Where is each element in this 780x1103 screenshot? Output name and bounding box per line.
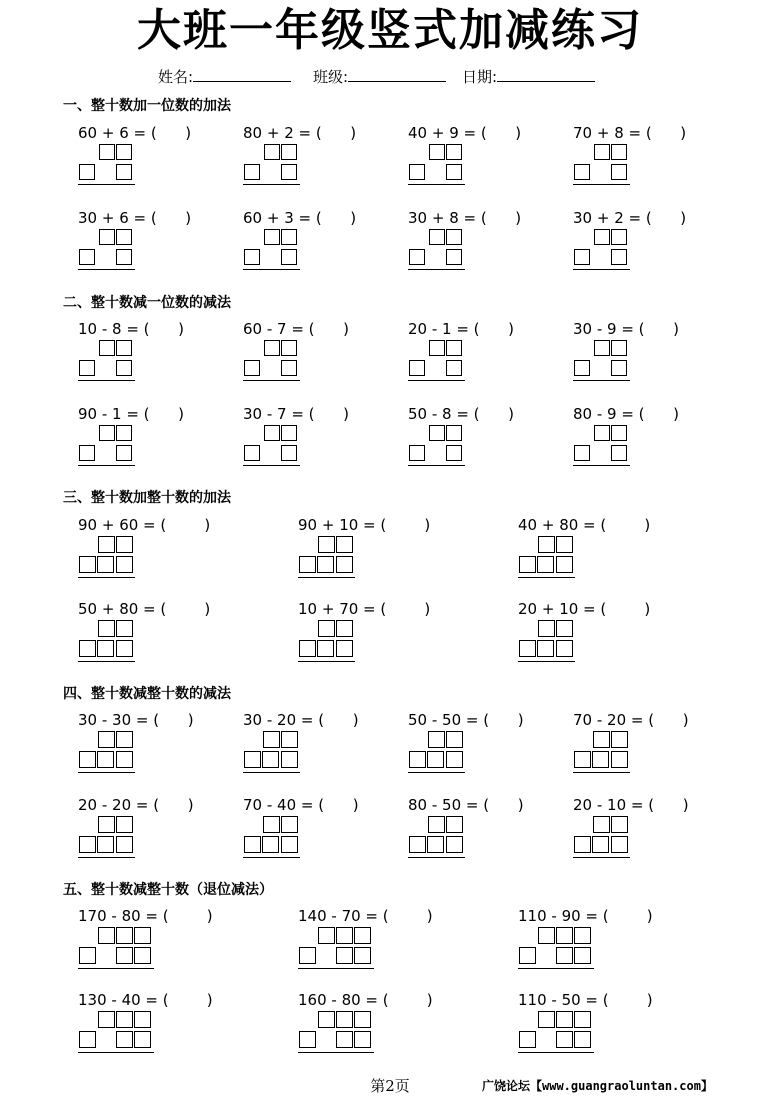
section-title: 三、整十数加整十数的加法 [63,490,231,506]
answer-box[interactable] [538,1011,555,1028]
answer-box[interactable] [574,360,590,376]
answer-box[interactable] [611,360,627,376]
answer-box[interactable] [611,836,628,853]
answer-box[interactable] [244,164,260,180]
answer-box[interactable] [116,144,132,160]
answer-box[interactable] [281,445,297,461]
problem-equation: 170 - 80 = ( ) [78,907,213,925]
answer-box[interactable] [263,816,280,833]
vertical-calc-line [243,465,300,466]
answer-box[interactable] [244,445,260,461]
vertical-calc-line [78,577,135,578]
answer-box[interactable] [574,836,591,853]
problem-equation: 90 - 1 = ( ) [78,405,184,423]
answer-box[interactable] [116,340,132,356]
name-field-label: 姓名: [158,68,194,86]
answer-box[interactable] [79,640,96,657]
vertical-calc-line [573,465,630,466]
answer-box[interactable] [611,751,628,768]
vertical-calc-line [243,184,300,185]
answer-box[interactable] [262,836,279,853]
answer-box[interactable] [116,927,133,944]
answer-box[interactable] [299,947,316,964]
vertical-calc-line [298,661,355,662]
answer-box[interactable] [318,536,335,553]
answer-box[interactable] [538,927,555,944]
vertical-calc-line [298,577,355,578]
answer-box[interactable] [611,164,627,180]
problem-equation: 30 + 8 = ( ) [408,209,522,227]
answer-box[interactable] [592,836,609,853]
problem-equation: 40 + 9 = ( ) [408,124,522,142]
problem-equation: 20 - 10 = ( ) [573,796,689,814]
section-title: 五、整十数减整十数（退位减法） [63,882,273,898]
answer-box[interactable] [98,927,115,944]
section-title: 一、整十数加一位数的加法 [63,98,231,114]
answer-box[interactable] [556,1011,573,1028]
answer-box[interactable] [594,229,610,245]
vertical-calc-line [408,380,465,381]
answer-box[interactable] [281,731,298,748]
section-title: 二、整十数减一位数的减法 [63,295,231,311]
answer-box[interactable] [409,360,425,376]
answer-box[interactable] [574,1011,591,1028]
problem-equation: 30 - 9 = ( ) [573,320,679,338]
vertical-calc-line [78,857,135,858]
answer-box[interactable] [429,144,445,160]
answer-box[interactable] [263,731,280,748]
vertical-calc-line [78,380,135,381]
answer-box[interactable] [409,249,425,265]
problem-equation: 160 - 80 = ( ) [298,991,433,1009]
problem-equation: 140 - 70 = ( ) [298,907,433,925]
answer-box[interactable] [79,556,96,573]
answer-box[interactable] [79,249,95,265]
vertical-calc-line [408,269,465,270]
name-field[interactable] [158,66,291,87]
class-field[interactable] [313,66,446,87]
problem-equation: 30 + 6 = ( ) [78,209,192,227]
answer-box[interactable] [594,144,610,160]
answer-box[interactable] [519,640,536,657]
answer-box[interactable] [98,816,115,833]
problem-equation: 50 - 8 = ( ) [408,405,514,423]
problem-equation: 30 + 2 = ( ) [573,209,687,227]
answer-box[interactable] [318,927,335,944]
vertical-calc-line [573,269,630,270]
answer-box[interactable] [446,731,463,748]
answer-box[interactable] [446,751,463,768]
answer-box[interactable] [446,445,462,461]
answer-box[interactable] [264,229,280,245]
answer-box[interactable] [134,947,151,964]
vertical-calc-line [78,465,135,466]
answer-box[interactable] [116,620,133,637]
problem-equation: 80 - 9 = ( ) [573,405,679,423]
vertical-calc-line [78,661,135,662]
answer-box[interactable] [537,640,554,657]
vertical-calc-line [518,577,575,578]
answer-box[interactable] [336,556,353,573]
answer-box[interactable] [409,164,425,180]
vertical-calc-line [243,269,300,270]
problem-equation: 30 - 30 = ( ) [78,711,194,729]
answer-box[interactable] [281,751,298,768]
answer-box[interactable] [446,229,462,245]
answer-box[interactable] [116,836,133,853]
problem-equation: 10 + 70 = ( ) [298,600,431,618]
answer-box[interactable] [519,1031,536,1048]
answer-box[interactable] [317,556,334,573]
answer-box[interactable] [354,927,371,944]
vertical-calc-line [518,661,575,662]
answer-box[interactable] [134,1011,151,1028]
vertical-calc-line [573,857,630,858]
answer-box[interactable] [574,947,591,964]
answer-box[interactable] [446,340,462,356]
answer-box[interactable] [336,947,353,964]
answer-box[interactable] [281,425,297,441]
answer-box[interactable] [281,144,297,160]
site-credit: 广饶论坛【www.guangraoluntan.com】 [482,1079,713,1093]
answer-box[interactable] [428,731,445,748]
answer-box[interactable] [281,836,298,853]
answer-box[interactable] [299,556,316,573]
answer-box[interactable] [244,751,261,768]
answer-box[interactable] [134,1031,151,1048]
answer-box[interactable] [611,816,628,833]
answer-box[interactable] [97,836,114,853]
answer-box[interactable] [79,947,96,964]
section-title: 四、整十数减整十数的减法 [63,686,231,702]
answer-box[interactable] [281,360,297,376]
worksheet-title: 大班一年级竖式加减练习 [137,5,643,56]
problem-equation: 60 + 6 = ( ) [78,124,192,142]
vertical-calc-line [298,968,374,969]
problem-equation: 60 + 3 = ( ) [243,209,357,227]
answer-box[interactable] [79,445,95,461]
vertical-calc-line [408,184,465,185]
answer-box[interactable] [446,816,463,833]
answer-box[interactable] [336,1031,353,1048]
class-field-line[interactable] [348,66,446,82]
answer-box[interactable] [556,556,573,573]
answer-box[interactable] [611,340,627,356]
vertical-calc-line [408,857,465,858]
answer-box[interactable] [611,229,627,245]
answer-box[interactable] [556,620,573,637]
answer-box[interactable] [556,640,573,657]
answer-box[interactable] [429,229,445,245]
answer-box[interactable] [97,751,114,768]
name-field-line[interactable] [193,66,291,82]
answer-box[interactable] [98,536,115,553]
vertical-calc-line [408,772,465,773]
answer-box[interactable] [317,640,334,657]
answer-box[interactable] [538,620,555,637]
answer-box[interactable] [593,816,610,833]
answer-box[interactable] [574,927,591,944]
answer-box[interactable] [574,249,590,265]
answer-box[interactable] [244,360,260,376]
vertical-calc-line [573,772,630,773]
answer-box[interactable] [519,947,536,964]
answer-box[interactable] [336,640,353,657]
answer-box[interactable] [281,249,297,265]
answer-box[interactable] [409,445,425,461]
answer-box[interactable] [336,1011,353,1028]
vertical-calc-line [78,184,135,185]
problem-equation: 20 - 20 = ( ) [78,796,194,814]
vertical-calc-line [243,857,300,858]
problem-equation: 110 - 90 = ( ) [518,907,653,925]
answer-box[interactable] [354,1031,371,1048]
answer-box[interactable] [116,425,132,441]
answer-box[interactable] [116,556,133,573]
answer-box[interactable] [97,640,114,657]
answer-box[interactable] [116,164,132,180]
vertical-calc-line [243,380,300,381]
answer-box[interactable] [116,751,133,768]
answer-box[interactable] [281,229,297,245]
answer-box[interactable] [429,425,445,441]
answer-box[interactable] [336,620,353,637]
answer-box[interactable] [281,340,297,356]
problem-equation: 60 - 7 = ( ) [243,320,349,338]
vertical-calc-line [78,1052,154,1053]
answer-box[interactable] [446,836,463,853]
problem-equation: 130 - 40 = ( ) [78,991,213,1009]
answer-box[interactable] [594,425,610,441]
answer-box[interactable] [281,816,298,833]
answer-box[interactable] [264,144,280,160]
date-field[interactable] [462,66,595,87]
answer-box[interactable] [79,1031,96,1048]
vertical-calc-line [78,772,135,773]
answer-box[interactable] [98,1011,115,1028]
answer-box[interactable] [556,927,573,944]
answer-box[interactable] [264,340,280,356]
answer-box[interactable] [262,751,279,768]
answer-box[interactable] [354,1011,371,1028]
problem-equation: 90 + 10 = ( ) [298,516,431,534]
problem-equation: 30 - 20 = ( ) [243,711,359,729]
class-field-label: 班级: [313,68,349,86]
answer-box[interactable] [336,536,353,553]
answer-box[interactable] [99,144,115,160]
answer-box[interactable] [281,164,297,180]
answer-box[interactable] [79,751,96,768]
answer-box[interactable] [429,340,445,356]
answer-box[interactable] [611,731,628,748]
answer-box[interactable] [116,1011,133,1028]
answer-box[interactable] [97,556,114,573]
answer-box[interactable] [427,836,444,853]
problem-equation: 50 - 50 = ( ) [408,711,524,729]
vertical-calc-line [298,1052,374,1053]
answer-box[interactable] [134,927,151,944]
answer-box[interactable] [79,360,95,376]
problem-equation: 80 - 50 = ( ) [408,796,524,814]
problem-equation: 70 - 20 = ( ) [573,711,689,729]
answer-box[interactable] [427,751,444,768]
answer-box[interactable] [574,164,590,180]
answer-box[interactable] [116,640,133,657]
answer-box[interactable] [244,836,261,853]
answer-box[interactable] [519,556,536,573]
answer-box[interactable] [264,425,280,441]
answer-box[interactable] [99,229,115,245]
vertical-calc-line [518,968,594,969]
answer-box[interactable] [409,751,426,768]
problem-equation: 110 - 50 = ( ) [518,991,653,1009]
answer-box[interactable] [318,620,335,637]
answer-box[interactable] [98,620,115,637]
vertical-calc-line [78,968,154,969]
vertical-calc-line [573,380,630,381]
answer-box[interactable] [611,425,627,441]
answer-box[interactable] [611,445,627,461]
answer-box[interactable] [116,947,133,964]
answer-box[interactable] [98,731,115,748]
answer-box[interactable] [574,445,590,461]
answer-box[interactable] [592,751,609,768]
problem-equation: 70 - 40 = ( ) [243,796,359,814]
problem-equation: 20 + 10 = ( ) [518,600,651,618]
answer-box[interactable] [446,360,462,376]
answer-box[interactable] [318,1011,335,1028]
vertical-calc-line [78,269,135,270]
answer-box[interactable] [244,249,260,265]
date-field-label: 日期: [462,68,498,86]
date-field-line[interactable] [497,66,595,82]
problem-equation: 20 - 1 = ( ) [408,320,514,338]
answer-box[interactable] [446,164,462,180]
answer-box[interactable] [537,556,554,573]
answer-box[interactable] [556,1031,573,1048]
answer-box[interactable] [446,249,462,265]
answer-box[interactable] [116,536,133,553]
answer-box[interactable] [446,144,462,160]
answer-box[interactable] [336,927,353,944]
answer-box[interactable] [574,1031,591,1048]
vertical-calc-line [518,1052,594,1053]
vertical-calc-line [243,772,300,773]
answer-box[interactable] [538,536,555,553]
page-number: 第2页 [370,1077,410,1095]
answer-box[interactable] [116,445,132,461]
problem-equation: 40 + 80 = ( ) [518,516,651,534]
vertical-calc-line [408,465,465,466]
answer-box[interactable] [116,229,132,245]
problem-equation: 80 + 2 = ( ) [243,124,357,142]
answer-box[interactable] [593,731,610,748]
answer-box[interactable] [574,751,591,768]
answer-box[interactable] [116,731,133,748]
problem-equation: 30 - 7 = ( ) [243,405,349,423]
answer-box[interactable] [409,836,426,853]
answer-box[interactable] [116,1031,133,1048]
answer-box[interactable] [116,249,132,265]
answer-box[interactable] [611,249,627,265]
problem-equation: 10 - 8 = ( ) [78,320,184,338]
answer-box[interactable] [116,360,132,376]
answer-box[interactable] [446,425,462,441]
answer-box[interactable] [79,164,95,180]
vertical-calc-line [573,184,630,185]
answer-box[interactable] [299,640,316,657]
problem-equation: 70 + 8 = ( ) [573,124,687,142]
problem-equation: 50 + 80 = ( ) [78,600,211,618]
problem-equation: 90 + 60 = ( ) [78,516,211,534]
answer-box[interactable] [116,816,133,833]
answer-box[interactable] [79,836,96,853]
answer-box[interactable] [99,340,115,356]
answer-box[interactable] [99,425,115,441]
answer-box[interactable] [556,536,573,553]
answer-box[interactable] [611,144,627,160]
answer-box[interactable] [299,1031,316,1048]
answer-box[interactable] [556,947,573,964]
answer-box[interactable] [354,947,371,964]
answer-box[interactable] [594,340,610,356]
answer-box[interactable] [428,816,445,833]
